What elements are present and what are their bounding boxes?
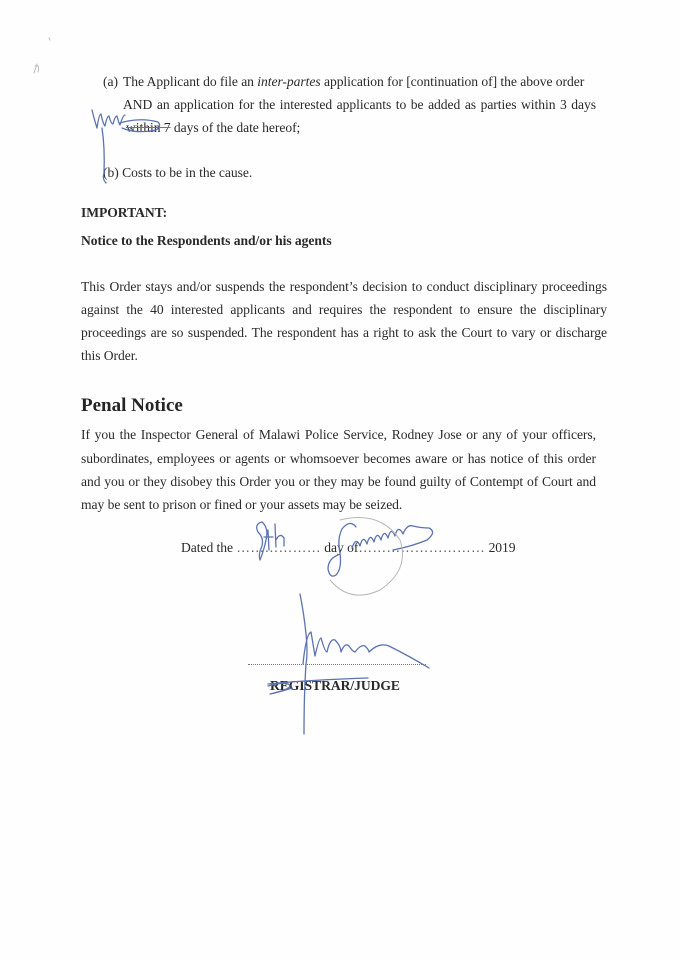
month-blank: ……………………… bbox=[358, 540, 486, 555]
order-item-a-line3 bbox=[126, 121, 300, 135]
important-subtitle: Notice to the Respondents and/or his agents bbox=[81, 233, 332, 248]
order-item-a-line2: AND an application for the interested applicants to be added as parties within 3 days bbox=[123, 97, 596, 112]
important-line-2: against the 40 interested applicants and requires the respondent to ensure the disciplinary bbox=[81, 302, 607, 317]
dated-middle: day of bbox=[324, 540, 359, 555]
dated-prefix: Dated the bbox=[181, 540, 234, 555]
order-item-b bbox=[103, 166, 252, 180]
signature-line bbox=[248, 664, 426, 665]
order-item-a-line3-text: days of the date hereof; bbox=[173, 120, 301, 135]
penal-notice-line-3: and you or they disobey this Order you or they may be found guilty of Contempt of Court and bbox=[81, 474, 596, 489]
penal-notice-line-4: may be sent to prison or fined or your assets may be seized. bbox=[81, 497, 403, 512]
order-item-a-marker: (a) bbox=[103, 74, 118, 89]
penal-notice-line-1: If you the Inspector General of Malawi Police Service, Rodney Jose or any of your officers, bbox=[81, 427, 596, 442]
order-item-b-marker: (b) bbox=[103, 165, 119, 180]
important-line-3: proceedings are so suspended. The respondent has a right to ask the Court to vary or discharge bbox=[81, 325, 607, 340]
important-line-1: This Order stays and/or suspends the respondent’s decision to conduct disciplinary proceedings bbox=[81, 279, 607, 294]
order-item-a-italic-term: inter-partes bbox=[257, 74, 321, 89]
dated-year: 2019 bbox=[488, 540, 516, 555]
order-item-a-line1 bbox=[123, 75, 595, 89]
dated-line bbox=[181, 541, 516, 555]
penal-notice-heading: Penal Notice bbox=[81, 395, 183, 416]
order-item-b-text: Costs to be in the cause. bbox=[122, 165, 253, 180]
important-title: IMPORTANT: bbox=[81, 205, 168, 220]
important-line-4: this Order. bbox=[81, 348, 138, 363]
order-item-a-text-cont: application for [continuation of] the above order bbox=[320, 74, 585, 89]
struck-text: within 7 bbox=[126, 120, 171, 135]
registrar-judge-title: REGISTRAR/JUDGE bbox=[270, 678, 400, 693]
order-item-a-text: The Applicant do file an bbox=[123, 74, 258, 89]
penal-notice-line-2: subordinates, employees or agents or whomsoever becomes aware or has notice of this order bbox=[81, 451, 596, 466]
day-blank: ……………… bbox=[236, 540, 321, 555]
